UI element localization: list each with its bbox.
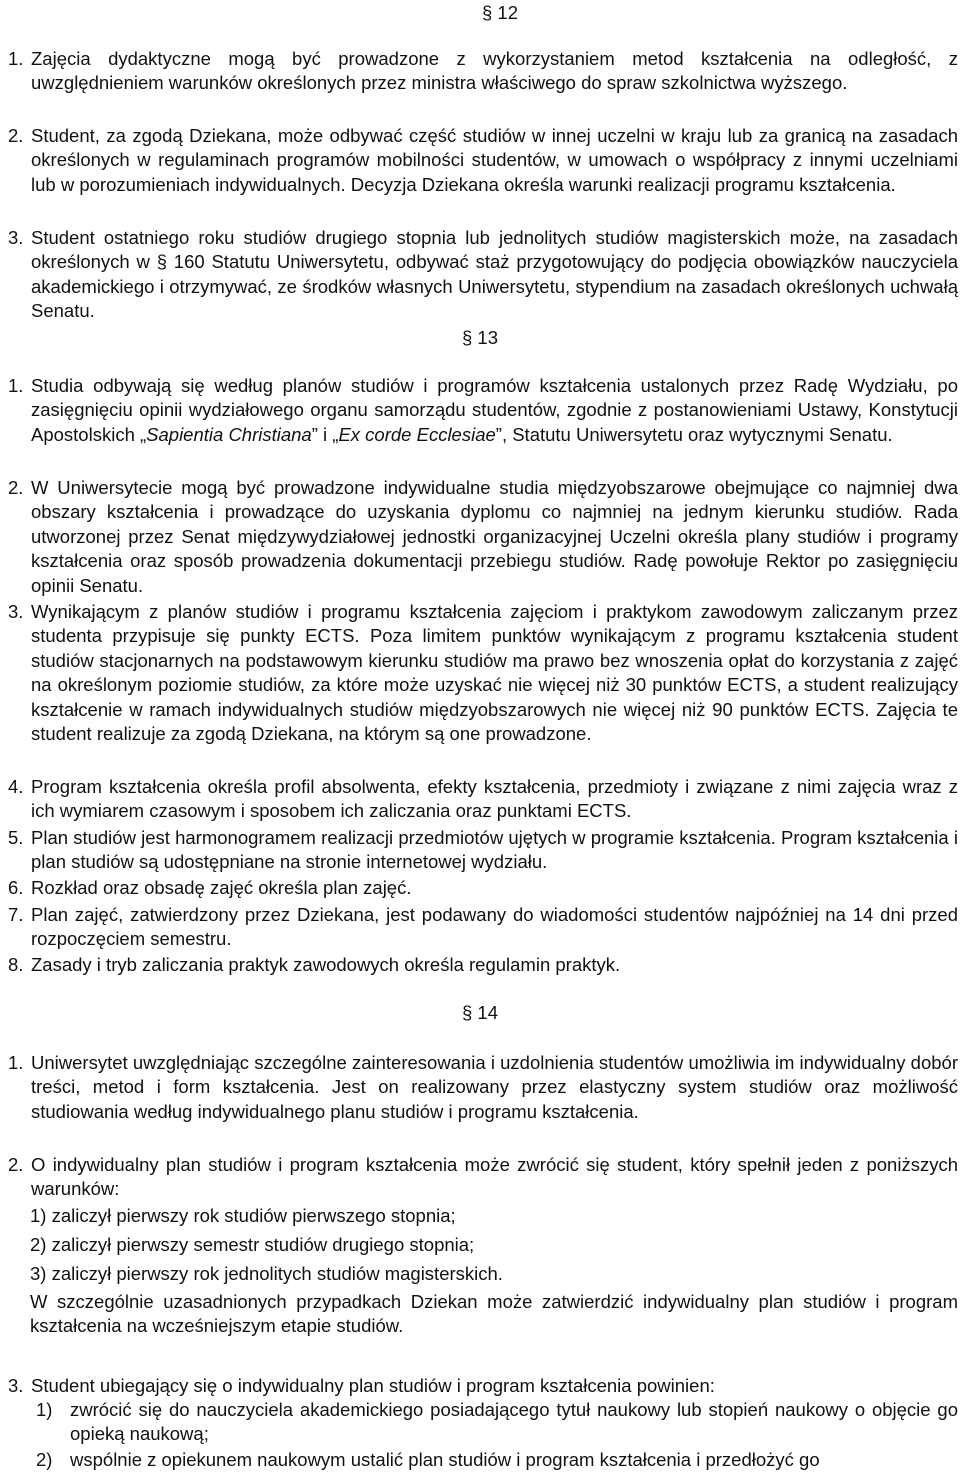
paragraph-number: 3. bbox=[8, 601, 24, 622]
paragraph-12-3 bbox=[8, 226, 958, 324]
paragraph-number: 2. bbox=[8, 125, 24, 146]
condition-item-2: 2) zaliczył pierwszy semestr studiów drugiego stopnia; bbox=[30, 1234, 475, 1255]
paragraph-text: Rozkład oraz obsadę zajęć określa plan zajęć. bbox=[31, 877, 412, 898]
duty-item-2 bbox=[8, 1448, 958, 1472]
section-heading-13: § 13 bbox=[461, 327, 498, 348]
paragraph-number: 5. bbox=[8, 827, 24, 848]
italic-title: Ex corde Ecclesiae bbox=[338, 423, 496, 445]
paragraph-text: Zasady i tryb zaliczania praktyk zawodowych określa regulamin praktyk. bbox=[31, 954, 621, 975]
condition-item-3: 3) zaliczył pierwszy rok jednolitych studiów magisterskich. bbox=[30, 1263, 503, 1284]
paragraph-number: 2. bbox=[8, 1154, 24, 1175]
paragraph-12-1 bbox=[8, 47, 958, 96]
paragraph-13-3 bbox=[8, 600, 958, 746]
paragraph-14-3 bbox=[8, 1374, 958, 1398]
list-number: 2) bbox=[36, 1449, 53, 1470]
paragraph-13-1 bbox=[8, 374, 958, 447]
paragraph-13-7 bbox=[8, 903, 958, 952]
paragraph-number: 3. bbox=[8, 1375, 24, 1396]
paragraph-13-8 bbox=[8, 953, 958, 977]
paragraph-number: 7. bbox=[8, 904, 24, 925]
paragraph-14-1 bbox=[8, 1051, 958, 1124]
paragraph-text: Plan zajęć, zatwierdzony przez Dziekana, jest podawany do wiadomości studentów najpóźniej na 14 dni przed rozpoczęciem semestru. bbox=[31, 904, 958, 950]
paragraph-number: 1. bbox=[8, 48, 24, 69]
paragraph-number: 8. bbox=[8, 954, 24, 975]
paragraph-text: Student ubiegający się o indywidualny plan studiów i program kształcenia powinien: bbox=[31, 1375, 715, 1396]
paragraph-number: 4. bbox=[8, 776, 24, 797]
paragraph-number: 1. bbox=[8, 1052, 24, 1073]
paragraph-text: Program kształcenia określa profil absolwenta, efekty kształcenia, przedmioty i związane z nimi zajęcia wraz z ich wymiarem czasowym i sposobem ich zaliczania oraz punktami ECTS. bbox=[31, 776, 958, 822]
paragraph-number: 1. bbox=[8, 375, 24, 396]
condition-item-1: 1) zaliczył pierwszy rok studiów pierwszego stopnia; bbox=[30, 1205, 456, 1226]
paragraph-text: Student, za zgodą Dziekana, może odbywać część studiów w innej uczelni w kraju lub za granicą na zasadach określonych w regulaminach programów mobilności studentów, w umowach o współpracy z innymi uczelniami lub w porozumieniach indywidualnych. Decyzja Dziekana określa warunki realizacji programu kształcenia. bbox=[31, 125, 958, 195]
paragraph-14-2 bbox=[8, 1153, 958, 1202]
paragraph-text bbox=[8, 374, 958, 447]
paragraph-number: 3. bbox=[8, 227, 24, 248]
paragraph-text: Uniwersytet uwzględniając szczególne zainteresowania i uzdolnienia studentów umożliwia im indywidualny dobór treści, metod i form kształcenia. Jest on realizowany przez elastyczny system studiów oraz możliwość studiowania według indywidualnego planu studiów i programu kształcenia. bbox=[31, 1052, 958, 1122]
paragraph-13-6 bbox=[8, 876, 958, 900]
exception-paragraph: W szczególnie uzasadnionych przypadkach Dziekan może zatwierdzić indywidualny plan studiów i program kształcenia na wcześniejszym etapie studiów. bbox=[30, 1291, 958, 1337]
paragraph-13-2 bbox=[8, 476, 958, 598]
paragraph-12-2 bbox=[8, 124, 958, 197]
paragraph-text: Plan studiów jest harmonogramem realizacji przedmiotów ujętych w programie kształcenia. Program kształcenia i plan studiów są udostępniane na stronie internetowej wydziału. bbox=[31, 827, 958, 873]
duty-item-1 bbox=[8, 1398, 958, 1447]
text-run: Studia odbywają się według planów studiów i programów kształcenia ustalonych przez Radę Wydziału, po zasięgnięciu opinii wydziałowego organu samorządu studentów, zgodnie z postanowieniami Ustawy, Konstytucji Apostolskich „ bbox=[31, 375, 958, 445]
list-text: zwrócić się do nauczyciela akademickiego posiadającego tytuł naukowy lub stopień naukowy o objęcie go opieką naukową; bbox=[70, 1399, 958, 1445]
list-text: wspólnie z opiekunem naukowym ustalić plan studiów i program kształcenia i przedłożyć go bbox=[70, 1449, 820, 1470]
paragraph-number: 6. bbox=[8, 877, 24, 898]
paragraph-13-4 bbox=[8, 775, 958, 824]
paragraph-text: Zajęcia dydaktyczne mogą być prowadzone z wykorzystaniem metod kształcenia na odległość, z uwzględnieniem warunków określonych przez ministra właściwego do spraw szkolnictwa wyższego. bbox=[31, 48, 958, 94]
italic-title: Sapientia Christiana bbox=[146, 423, 312, 445]
paragraph-text: O indywidualny plan studiów i program kształcenia może zwrócić się student, który spełnił jeden z poniższych warunków: bbox=[31, 1154, 958, 1200]
text-run: ” i „ bbox=[311, 423, 339, 445]
section-heading-12: § 12 bbox=[481, 2, 518, 23]
text-run: ”, Statutu Uniwersytetu oraz wytycznymi Senatu. bbox=[495, 423, 893, 445]
paragraph-text: W Uniwersytecie mogą być prowadzone indywidualne studia międzyobszarowe obejmujące co najmniej dwa obszary kształcenia i prowadzące do uzyskania dyplomu co najmniej na jednym kierunku studiów. Rada utworzonej przez Senat międzywydziałowej jednostki organizacyjnej Uczelni określa plany studiów i programy kształcenia oraz sposób prowadzenia dokumentacji przebiegu studiów. Radę powołuje Rektor po zasięgnięciu opinii Senatu. bbox=[31, 477, 958, 596]
paragraph-text: Wynikającym z planów studiów i programu kształcenia zajęciom i praktykom zawodowym zaliczanym przez studenta przypisuje się punkty ECTS. Poza limitem punktów wynikającym z programu kształcenia student studiów stacjonarnych na podstawowym kierunku studiów ma prawo bez wnoszenia opłat do korzystania z zajęć na określonym poziomie studiów, za które może uzyskać nie więcej niż 30 punktów ECTS, a student realizujący kształcenie w ramach indywidualnych studiów międzyobszarowych nie więcej niż 90 punktów ECTS. Zajęcia te student realizuje za zgodą Dziekana, na którym są one prowadzone. bbox=[31, 601, 958, 745]
list-number: 1) bbox=[36, 1399, 53, 1420]
section-heading-14: § 14 bbox=[461, 1002, 498, 1023]
paragraph-text: Student ostatniego roku studiów drugiego stopnia lub jednolitych studiów magisterskich może, na zasadach określonych w § 160 Statutu Uniwersytetu, odbywać staż przygotowujący do podjęcia obowiązków nauczyciela akademickiego i otrzymywać, ze środków własnych Uniwersytetu, stypendium na zasadach określonych uchwałą Senatu. bbox=[31, 227, 958, 322]
paragraph-13-5 bbox=[8, 826, 958, 875]
paragraph-number: 2. bbox=[8, 477, 24, 498]
